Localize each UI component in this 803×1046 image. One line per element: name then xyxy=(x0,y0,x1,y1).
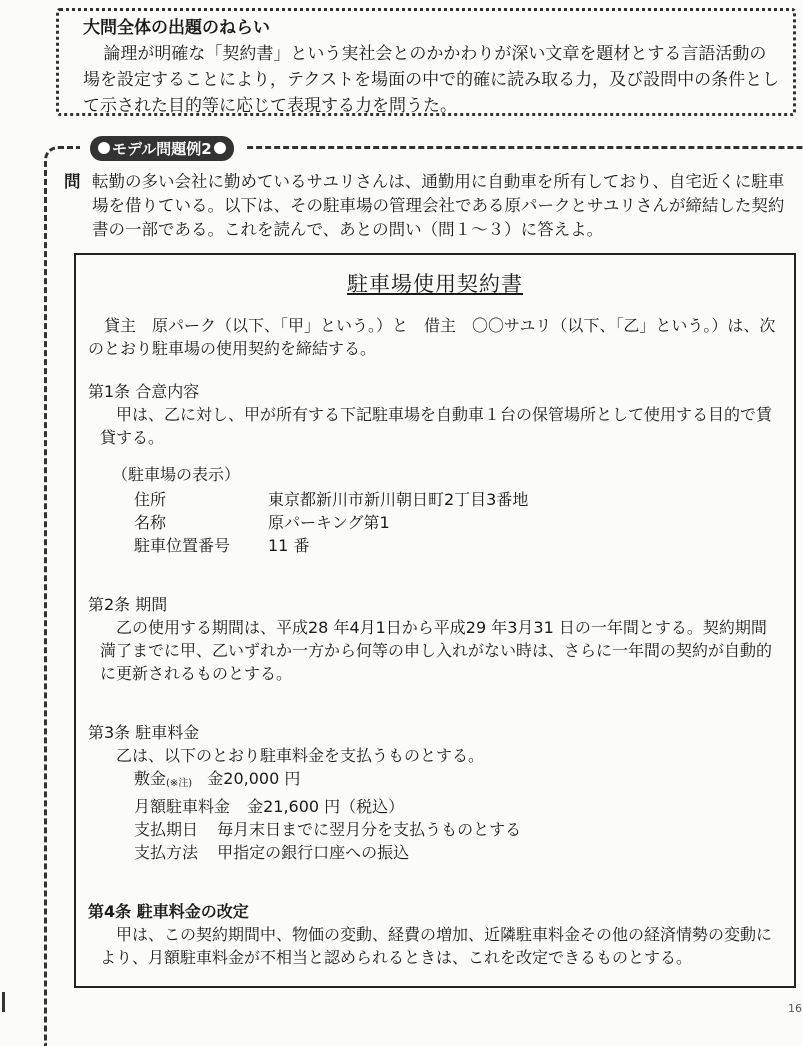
parking-address-row xyxy=(134,488,782,511)
payment-method-row xyxy=(134,841,782,864)
aim-title: 大問全体の出題のねらい xyxy=(83,18,270,38)
badge-label: モデル問題例2 xyxy=(112,139,212,158)
badge-dot-right-icon xyxy=(214,142,226,154)
parking-spot-row xyxy=(134,534,782,557)
article-4-heading: 第4条 駐車料金の改定 xyxy=(88,902,249,921)
monthly-fee-value: 金21,600 円（税込） xyxy=(247,797,405,816)
article-1-body: 甲は、乙に対し、甲が所有する下記駐車場を自動車１台の保管場所として使用する目的で賃貸する。 xyxy=(100,405,773,447)
contract-preamble: 貸主 原パーク（以下、「甲」という。）と 借主 〇〇サユリ（以下、「乙」という。）は、次のとおり駐車場の使用契約を締結する。 xyxy=(88,316,776,358)
page-number: 16 xyxy=(788,1002,802,1015)
article-2-body: 乙の使用する期間は、平成28 年4月1日から平成29 年3月31 日の一年間とする。契約期間満了までに甲、乙いずれか一方から何等の申し入れがない時は、さらに一年間の契約が自動的に更新されるものとする。 xyxy=(100,618,773,683)
article-1-heading: 第1条 合意内容 xyxy=(88,382,200,401)
parking-display-heading: （駐車場の表示） xyxy=(112,465,241,484)
question-mark: 問 xyxy=(64,172,81,191)
payment-method-label: 支払方法 xyxy=(134,843,199,862)
article-3-body: 乙は、以下のとおり駐車料金を支払うものとする。 xyxy=(116,746,485,765)
model-problem-badge xyxy=(80,135,246,161)
badge-dot-left-icon xyxy=(98,142,110,154)
aim-text: 論理が明確な「契約書」という実社会とのかかわりが深い文章を題材とする言語活動の場を設定することにより，テクストを場面の中で的確に読み取る力，及び設問中の条件として示された目的等に応じて表現する力を問うた。 xyxy=(83,44,780,116)
article-3-heading: 第3条 駐車料金 xyxy=(88,723,200,742)
article-2-heading: 第2条 期間 xyxy=(88,595,168,614)
deposit-value: 金20,000 円 xyxy=(207,769,301,788)
due-date-label: 支払期日 xyxy=(134,820,199,839)
deposit-note: (※注) xyxy=(166,778,193,789)
deposit-row xyxy=(134,767,782,795)
monthly-fee-row xyxy=(134,795,782,818)
payment-method-value: 甲指定の銀行口座への振込 xyxy=(217,843,410,862)
parking-address-label: 住所 xyxy=(134,490,167,509)
parking-name-row xyxy=(134,511,782,534)
due-date-row xyxy=(134,818,782,841)
parking-spot-label: 駐車位置番号 xyxy=(134,536,231,555)
contract-title: 駐車場使用契約書 xyxy=(347,272,523,296)
edge-mark xyxy=(2,992,5,1012)
deposit-label: 敷金 xyxy=(134,769,167,788)
parking-name-value: 原パーキング第1 xyxy=(268,513,390,532)
monthly-fee-label: 月額駐車料金 xyxy=(134,797,231,816)
parking-address-value: 東京都新川市新川朝日町2丁目3番地 xyxy=(268,490,529,509)
question xyxy=(64,170,794,242)
parking-spot-value: 11 番 xyxy=(268,536,310,555)
contract-box xyxy=(74,253,796,988)
question-text: 転勤の多い会社に勤めているサユリさんは、通勤用に自動車を所有しており、自宅近くに駐車場を借りている。以下は、その駐車場の管理会社である原パークとサユリさんが締結した契約書の一部である。これを読んで、あとの問い（問１～３）に答えよ。 xyxy=(92,172,785,239)
due-date-value: 毎月末日までに翌月分を支払うものとする xyxy=(217,820,522,839)
aim-box xyxy=(56,8,796,116)
parking-name-label: 名称 xyxy=(134,513,167,532)
article-4-body: 甲は、この契約期間中、物価の変動、経費の増加、近隣駐車料金その他の経済情勢の変動により、月額駐車料金が不相当と認められるときは、これを改定できるものとする。 xyxy=(100,925,773,967)
